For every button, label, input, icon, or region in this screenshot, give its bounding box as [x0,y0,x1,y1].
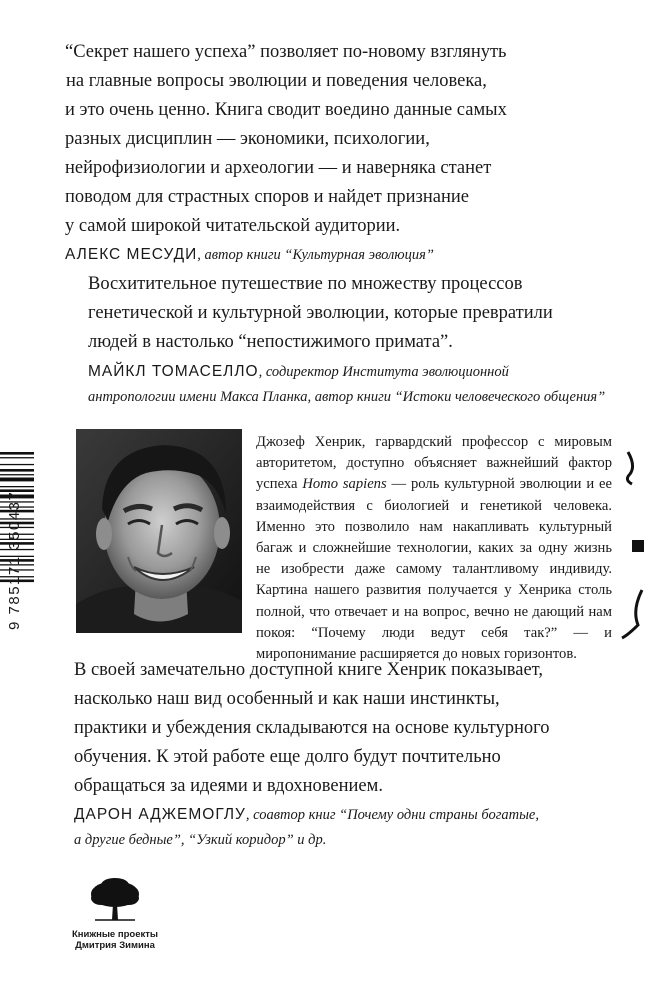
tree-icon [87,876,143,924]
quote-acemoglu [74,656,594,851]
quote-text-line: обучения. К этой работе еще долго будут почтительно [74,747,501,767]
spine-decoration [618,450,654,640]
author-role: , содиректор Института эволюционной [258,364,509,380]
quote-text-line: “Секрет нашего успеха” позволяет по-новому взглянуть [65,42,507,62]
publisher-name-line: Книжные проекты [71,929,159,940]
quote-text-line: у самой широкой читательской аудитории. [65,216,401,236]
quote-author-continued [74,828,594,851]
quote-text-line: В своей замечательно доступной книге Хенрик показывает, [74,660,543,680]
quote-text-line: и это очень ценно. Книга сводит воедино данные самых [65,100,507,120]
bio-text: Джозеф Хенрик, гарвардский профессор с мировым авторитетом, доступно объясняет важнейший фактор успеха [256,434,612,493]
author-bio [256,432,612,665]
quote-text-line: поводом для страстных споров и найдет признание [65,187,469,207]
quote-author [74,803,594,826]
quote-author [65,243,595,266]
quote-text-line: на главные вопросы эволюции и поведения человека, [66,71,487,91]
quote-text-line: насколько наш вид особенный и как наши инстинкты, [74,689,500,709]
quote-text-line: разных дисциплин — экономики, психологии, [65,129,430,149]
quote-text-line: Восхитительное путешествие по множеству процессов [88,274,523,294]
quote-text-line: обращаться за идеями и вдохновением. [74,776,383,796]
quote-mesoudi [65,38,595,266]
publisher-logo [64,876,166,951]
author-role: антропологии имени Макса Планка, автор книги “Истоки человеческого общения” [88,389,606,405]
quote-text-line: людей в настолько “непостижимого примата”. [88,332,453,352]
author-name: АЛЕКС МЕСУДИ [65,246,198,263]
author-photo [76,429,242,633]
author-name: ДАРОН АДЖЕМОГЛУ [74,806,246,823]
quote-text-line: практики и убеждения складываются на основе культурного [74,718,550,738]
quote-text-line: нейрофизиологии и археологии — и наверняка станет [65,158,492,178]
quote-author-continued [88,385,618,408]
author-role: а другие бедные”, “Узкий коридор” и др. [74,832,327,848]
quote-text-line: генетической и культурной эволюции, которые превратили [88,303,553,323]
isbn-number: 9 785171 350437 [6,490,23,630]
publisher-name-line: Дмитрия Зимина [75,940,155,951]
author-name: МАЙКЛ ТОМАСЕЛЛО [88,363,259,380]
quote-tomasello [88,270,618,408]
bio-species: Homo sapiens [302,476,387,493]
bio-text: — роль культурной эволюции и ее взаимодействия с биологией и генетикой человека. Именно это позволило нам накапливать культурный багаж и сложнейшие технологии, каких за одну жизнь не изобрести даже самому талантливому индивиду. Картина нашего развития получается у Хенрика столь полной, что отвечает и на вопрос, вечно не дающий нам покоя: “Почему люди ведут себя так?” — и миропонимание расширяется до новых горизонтов. [256,476,612,663]
author-role: , соавтор книг “Почему одни страны богатые, [245,807,539,823]
quote-author [88,360,618,383]
author-role: , автор книги “Культурная эволюция” [197,247,434,263]
